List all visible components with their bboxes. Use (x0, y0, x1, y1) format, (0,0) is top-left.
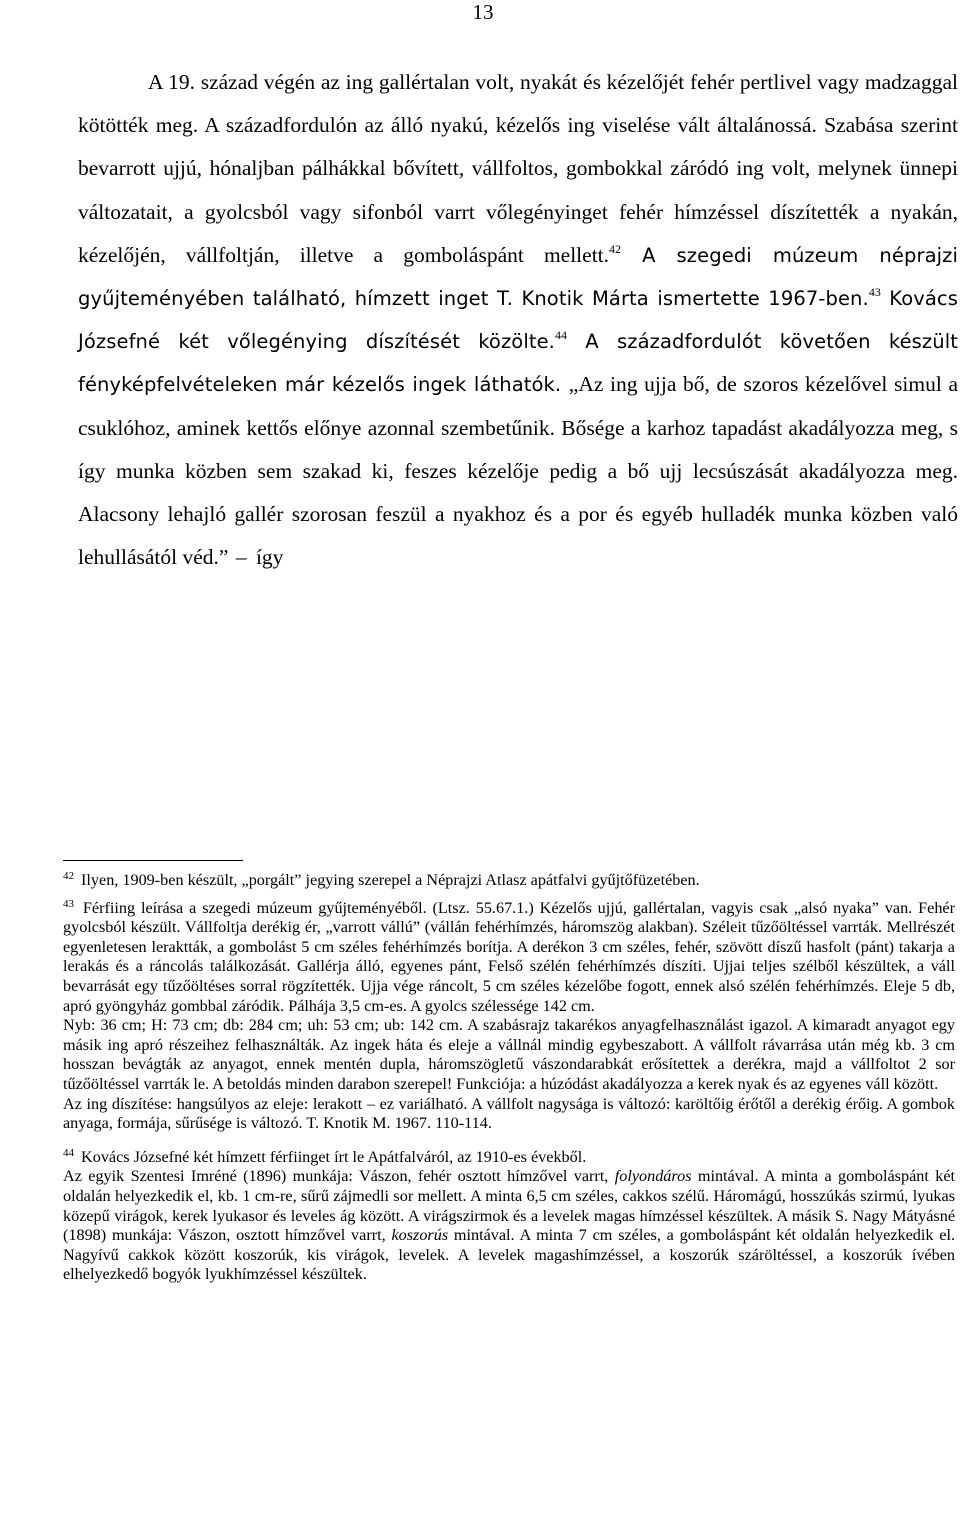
paragraph-text-4: A századfordulót követően készült fényképfelvételeken már kézelős ingek láthatók. (78, 330, 958, 397)
footnote-number-44: 44 (63, 1146, 74, 1159)
footnote-ref-44[interactable]: 44 (555, 328, 567, 343)
footnote-43-measures: Nyb: 36 cm; H: 73 cm; db: 284 cm; uh: 53 cm; ub: 142 cm. A szabásrajz takarékos anyagfelhasználást igazol. A kimaradt anyagot egy másik ing apró részeihez felhasználták. Az ingek háta és eleje a vállnál mindig egybeszabott. A vállfolt rávarrása után még kb. 3 cm hosszan bevágták az anyagot, ennek mentén dupla, háromszögletű vászondarabkát erősítettek a derékra, majd a vállfoltot 2 sor tűzőöltéssel varrták le. A betoldás minden darabon szerepel! Funkciója: a húzódást akadályozza a kerek nyak és az egyenes váll között. (63, 1016, 955, 1093)
footnote-43-decoration: Az ing díszítése: hangsúlyos az eleje: lerakott – ez variálható. A vállfolt nagysága is változó: karöltőig érőtől a derékig érőig. A gombok anyaga, formája, sűrűsége is változó. T. Knotik M. 1967. 110-114. (63, 1094, 955, 1133)
footnote-separator (63, 860, 243, 861)
footnote-number-42: 42 (63, 870, 74, 882)
page-number: 13 (472, 0, 494, 24)
footnote-text-43: Férfiing leírása a szegedi múzeum gyűjteményéből. (Ltsz. 55.67.1.) Kézelős ujjú, gallértalan, vagyis csak „alsó nyaka” van. Fehér gyolcsból készült. Vállfoltja derékig ér, „varrott vállú” (vállán fehérhímzés, háromszög alakban). Széleit tűzőöltéssel varrták. Mellrészét egyenletesen leraktták, a gombolást 5 cm széles fehérhímzés borítja. A derékon 3 cm széles, fehér, szövött díszű hasfolt (pánt) takarja a lerakás és a ráncolás találkozását. Gallérja álló, egyenes pánt, Felső szélén fehérhímzés díszíti. Ujjai teljes szélből készültek, a váll bevarrását egy tűzőöltéses sorral rögzítették. Ujja vége ráncolt, 5 cm széles kézelőbe fogott, ennek alsó szélén fehérhímzés. Eleje 5 db, apró gyöngyház gombbal záródik. Pálhája 3,5 cm-es. A gyolcs szélessége 142 cm. (63, 898, 955, 1015)
footnote-text-42: Ilyen, 1909-ben készült, „porgált” jegying szerepel a Néprajzi Atlasz apátfalvi gyűjtőfüzetében. (77, 871, 700, 889)
paragraph-text-3: Kovács Józsefné két vőlegénying díszítését közölte. (78, 287, 958, 354)
dash: – (228, 545, 256, 570)
footnote-44 (63, 1148, 955, 1285)
footnote-ref-43[interactable]: 43 (868, 285, 881, 300)
main-paragraph (78, 61, 958, 579)
italic-term-folyondaros: folyondáros (614, 1167, 692, 1186)
quotation-text: „Az ing ujja bő, de szoros kézelővel simul a csuklóhoz, aminek kettős előnye azonnal szembetűnik. Bősége a karhoz tapadást akadályozza meg, s így munka közben sem szakad ki, feszes kézelője pedig a bő ujj lecsúszását akadályozza meg. Alacsony lehajló gallér szorosan feszül a nyakhoz és a por és egyéb hulladék munka közben való lehullásától véd.” (78, 372, 958, 570)
footnotes (63, 871, 955, 1293)
footnote-43 (63, 899, 955, 1134)
footnote-text-44: Kovács Józsefné két hímzett férfiinget írt le Apátfalváról, az 1910-es évekből. (77, 1147, 587, 1166)
footnote-ref-42[interactable]: 42 (609, 241, 622, 256)
paragraph-text-2: A szegedi múzeum néprajzi gyűjteményében található, hímzett inget T. Knotik Márta ismertette 1967-ben. (78, 243, 958, 311)
paragraph-text-1: A 19. század végén az ing gallértalan volt, nyakát és kézelőjét fehér pertlivel vagy madzaggal kötötték meg. A századfordulón az álló nyakú, kézelős ing viselése vált általánossá. Szabása szerint bevarrott ujjú, hónaljban pálhákkal bővített, vállfoltos, gombokkal záródó ing volt, melynek ünnepi változatait, a gyolcsból vagy sifonból varrt vőlegényinget fehér hímzéssel díszítették a nyakán, kézelőjén, vállfoltján, illetve a gomboláspánt mellett. (78, 70, 958, 267)
footnote-44-description: Az egyik Szentesi Imréné (1896) munkája: Vászon, fehér osztott hímzővel varrt, folyondáros mintával. A minta a gomboláspánt két oldalán helyezkedik el, kb. 1 cm-re, sűrű zájmedli sor mellett. A minta 6,5 cm széles, cakkos szélű. Háromágú, hosszúkás szirmú, lyukas közepű virágok, kerek lyukasor és leveles ág között. A virágszirmok és a levelek magas hímzéssel készültek. A másik S. Nagy Mátyásné (1898) munkája: Vászon, osztott hímzővel varrt, koszorús mintával. A minta 7 cm széles, a gomboláspánt két oldalán helyezkedik el. Nagyívű cakkok között koszorúk, kis virágok, levelek. A levelek magashímzéssel, a koszorúk száröltéssel, a koszorúk ívében elhelyezkedő bogyók lyukhímzéssel készültek. (63, 1167, 956, 1284)
italic-term-koszorus: koszorús (391, 1226, 449, 1245)
footnote-42 (63, 871, 955, 891)
footnote-number-43: 43 (63, 897, 74, 910)
paragraph-tail: így (255, 545, 284, 570)
